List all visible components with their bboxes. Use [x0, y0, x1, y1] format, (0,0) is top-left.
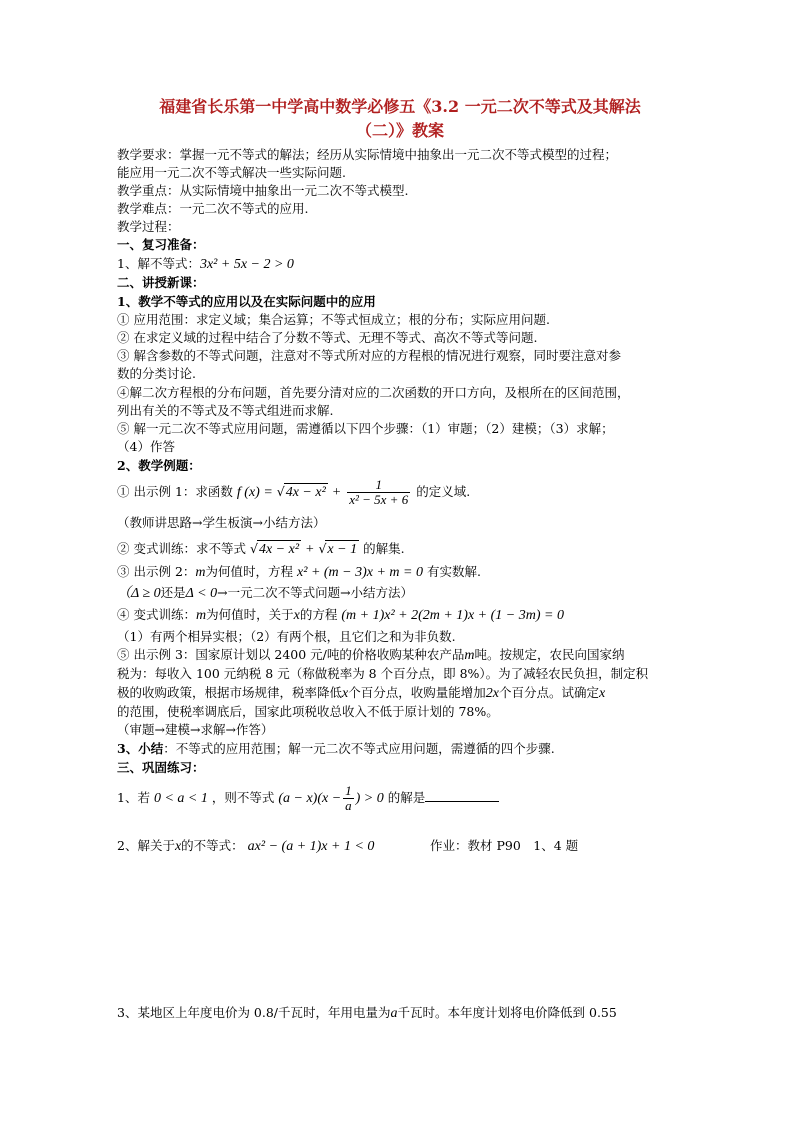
- example-4-mid: 为何值时，关于: [206, 607, 294, 622]
- summary: [117, 740, 555, 758]
- example-1-denominator: x² − 5x + 6: [349, 492, 409, 507]
- q1-fraction: [343, 784, 354, 813]
- point-3-line1: ③ 解含参数的不等式问题，注意对不等式所对应的方程根的情况进行观察，同时要注意对参: [117, 348, 621, 363]
- example-5-m: m: [464, 648, 475, 663]
- section-practice-heading: 三、巩固练习：: [117, 760, 205, 775]
- example-5-line3: [117, 684, 605, 703]
- q3-a: 3、某地区上年度电价为 0.8/千瓦时，年用电量为: [117, 1005, 391, 1020]
- example-3-note: [117, 584, 413, 603]
- homework: 作业：教材 P90 1、4 题: [430, 838, 579, 853]
- practice-q2: [117, 837, 374, 856]
- example-3: [117, 563, 481, 582]
- q1-mid: ，则不等式: [211, 790, 275, 805]
- example-3-m: m: [195, 565, 206, 580]
- key-point: 教学重点：从实际情境中抽象出一元二次不等式模型.: [117, 183, 409, 198]
- q3-b: 千瓦时。本年度计划将电价降低到 0.55: [397, 1005, 617, 1020]
- example-2-plus: +: [305, 542, 315, 557]
- example-1-plus: +: [331, 485, 342, 500]
- review-item-1: [117, 255, 294, 274]
- example-5-line4: 的范围，使税率调底后，国家此项税收总收入不低于原计划的 78%。: [117, 704, 499, 719]
- q1-prefix: 1、若: [117, 790, 150, 805]
- example-5-line1: [117, 646, 625, 665]
- summary-text: ：不等式的应用范围；解一元二次不等式应用问题，需遵循的四个步骤.: [163, 741, 555, 756]
- example-4-m: m: [195, 608, 207, 623]
- example-4: [117, 606, 564, 625]
- example-5-note: （审题→建模→求解→作答）: [117, 722, 274, 737]
- example-3-note-a: （Δ ≥ 0: [117, 586, 161, 601]
- subsection-2-heading: 2、教学例题：: [117, 458, 201, 473]
- example-3-prefix: ③ 出示例 2：: [117, 564, 196, 579]
- sqrt-symbol: √: [249, 541, 258, 556]
- example-2: [117, 540, 405, 559]
- sqrt-symbol: √: [276, 484, 285, 499]
- point-5-line2: （4）作答: [117, 439, 175, 454]
- summary-label: 3、小结: [117, 741, 164, 756]
- point-1: ① 应用范围：求定义域；集合运算；不等式恒成立；根的分布；实际应用问题.: [117, 312, 550, 327]
- example-3-note-d: →一元二次不等式问题→小结方法）: [217, 585, 414, 600]
- example-2-radicand-2: x − 1: [327, 542, 358, 557]
- difficulty: 教学难点：一元二次不等式的应用.: [117, 201, 309, 216]
- example-5-x2: x: [598, 686, 606, 701]
- example-5-line1-a: ⑤ 出示例 3：国家原计划以 2400 元/吨的价格收购某种农产品: [117, 647, 465, 662]
- example-1-numerator: 1: [375, 477, 382, 492]
- point-2: ② 在求定义域的过程中结合了分数不等式、无理不等式、高次不等式等问题.: [117, 330, 538, 345]
- q2-inequality: ax² − (a + 1)x + 1 < 0: [247, 839, 375, 854]
- sqrt-symbol: √: [318, 541, 327, 556]
- example-4-x: x: [293, 608, 300, 623]
- example-2-prefix: ② 变式训练：求不等式: [117, 541, 246, 556]
- document-title-line2: （二）》教案: [355, 121, 444, 140]
- example-1-note: （教师讲思路→学生板演→小结方法）: [117, 515, 326, 530]
- requirements-line2: 能应用一元二次不等式解决一些实际问题.: [117, 165, 346, 180]
- q1-rhs: ) > 0: [355, 791, 384, 806]
- q2-mid: 的不等式：: [181, 838, 244, 853]
- review-item-1-prefix: 1、解不等式：: [117, 256, 200, 271]
- example-4-line2: （1）有两个相异实根；（2）有两个根，且它们之和为非负数.: [117, 629, 456, 644]
- section-review-heading: 一、复习准备：: [117, 237, 205, 252]
- practice-q3: [117, 1004, 617, 1023]
- example-2-radicand-1: 4x − x²: [258, 542, 300, 557]
- example-5-x: x: [342, 686, 349, 701]
- example-1: [117, 478, 470, 507]
- practice-q1: [117, 784, 499, 813]
- example-4-equation: (m + 1)x² + 2(2m + 1)x + (1 − 3m) = 0: [341, 608, 564, 623]
- example-2-suffix: 的解集.: [363, 541, 405, 556]
- example-5-line1-b: 吨。按规定，农民向国家纳: [474, 647, 625, 662]
- example-5-line3-b: 个百分点，收购量能增加: [348, 685, 486, 700]
- point-4-line1: ④解二次方程根的分布问题，首先要分清对应的二次函数的开口方向，及根所在的区间范围，: [117, 385, 630, 400]
- point-5-line1: ⑤ 解一元二次不等式应用问题，需遵循以下四个步骤：（1）审题；（2）建模；（3）求解；: [117, 421, 614, 436]
- section-new-lesson-heading: 二、讲授新课：: [117, 275, 205, 290]
- example-5-line3-c: 个百分点。试确定: [498, 685, 599, 700]
- example-1-radicand: 4x − x²: [285, 485, 326, 500]
- q1-lhs: (a − x)(x −: [278, 791, 342, 806]
- answer-blank: [425, 789, 499, 802]
- q1-suffix: 的解是: [387, 790, 426, 805]
- q2-prefix: 2、解关于: [117, 838, 175, 853]
- example-3-equation: x² + (m − 3)x + m = 0: [297, 565, 423, 580]
- point-4-line2: 列出有关的不等式及不等式组进而求解.: [117, 403, 334, 418]
- document-title-line1: 福建省长乐第一中学高中数学必修五《3.2 一元二次不等式及其解法: [159, 97, 641, 116]
- example-5-2x: 2x: [485, 686, 499, 701]
- example-3-note-b: 还是: [160, 585, 186, 600]
- point-3-line2: 数的分类讨论.: [117, 366, 196, 381]
- q1-numerator: 1: [345, 783, 352, 798]
- example-5-line3-a: 极的收购政策，根据市场规律，税率降低: [117, 685, 343, 700]
- q1-denominator: a: [345, 798, 352, 813]
- example-1-function: f (x) =: [236, 485, 273, 500]
- example-3-suffix: 有实数解.: [426, 564, 481, 579]
- example-4-prefix: ④ 变式训练：: [117, 607, 196, 622]
- q2-x: x: [174, 839, 182, 854]
- example-1-suffix: 的定义域.: [416, 484, 471, 499]
- example-1-prefix: ① 出示例 1：求函数: [117, 484, 233, 499]
- process-label: 教学过程：: [117, 219, 180, 234]
- example-3-mid: 为何值时，方程: [205, 564, 294, 579]
- requirements-line1: 教学要求：掌握一元不等式的解法；经历从实际情境中抽象出一元二次不等式模型的过程；: [117, 147, 618, 162]
- q1-condition: 0 < a < 1: [153, 791, 208, 806]
- example-1-fraction: [347, 478, 410, 507]
- subsection-1-heading: 1、教学不等式的应用以及在实际问题中的应用: [117, 294, 376, 309]
- review-inequality: 3x² + 5x − 2 > 0: [199, 257, 294, 272]
- example-4-mid2: 的方程: [299, 607, 338, 622]
- example-5-line2: 税为：每收入 100 元纳税 8 元（称做税率为 8 个百分点，即 8%）。为了减轻农民负担，制定积: [117, 666, 649, 681]
- example-3-note-c: Δ < 0: [185, 586, 218, 601]
- q3-a-var: a: [390, 1006, 398, 1021]
